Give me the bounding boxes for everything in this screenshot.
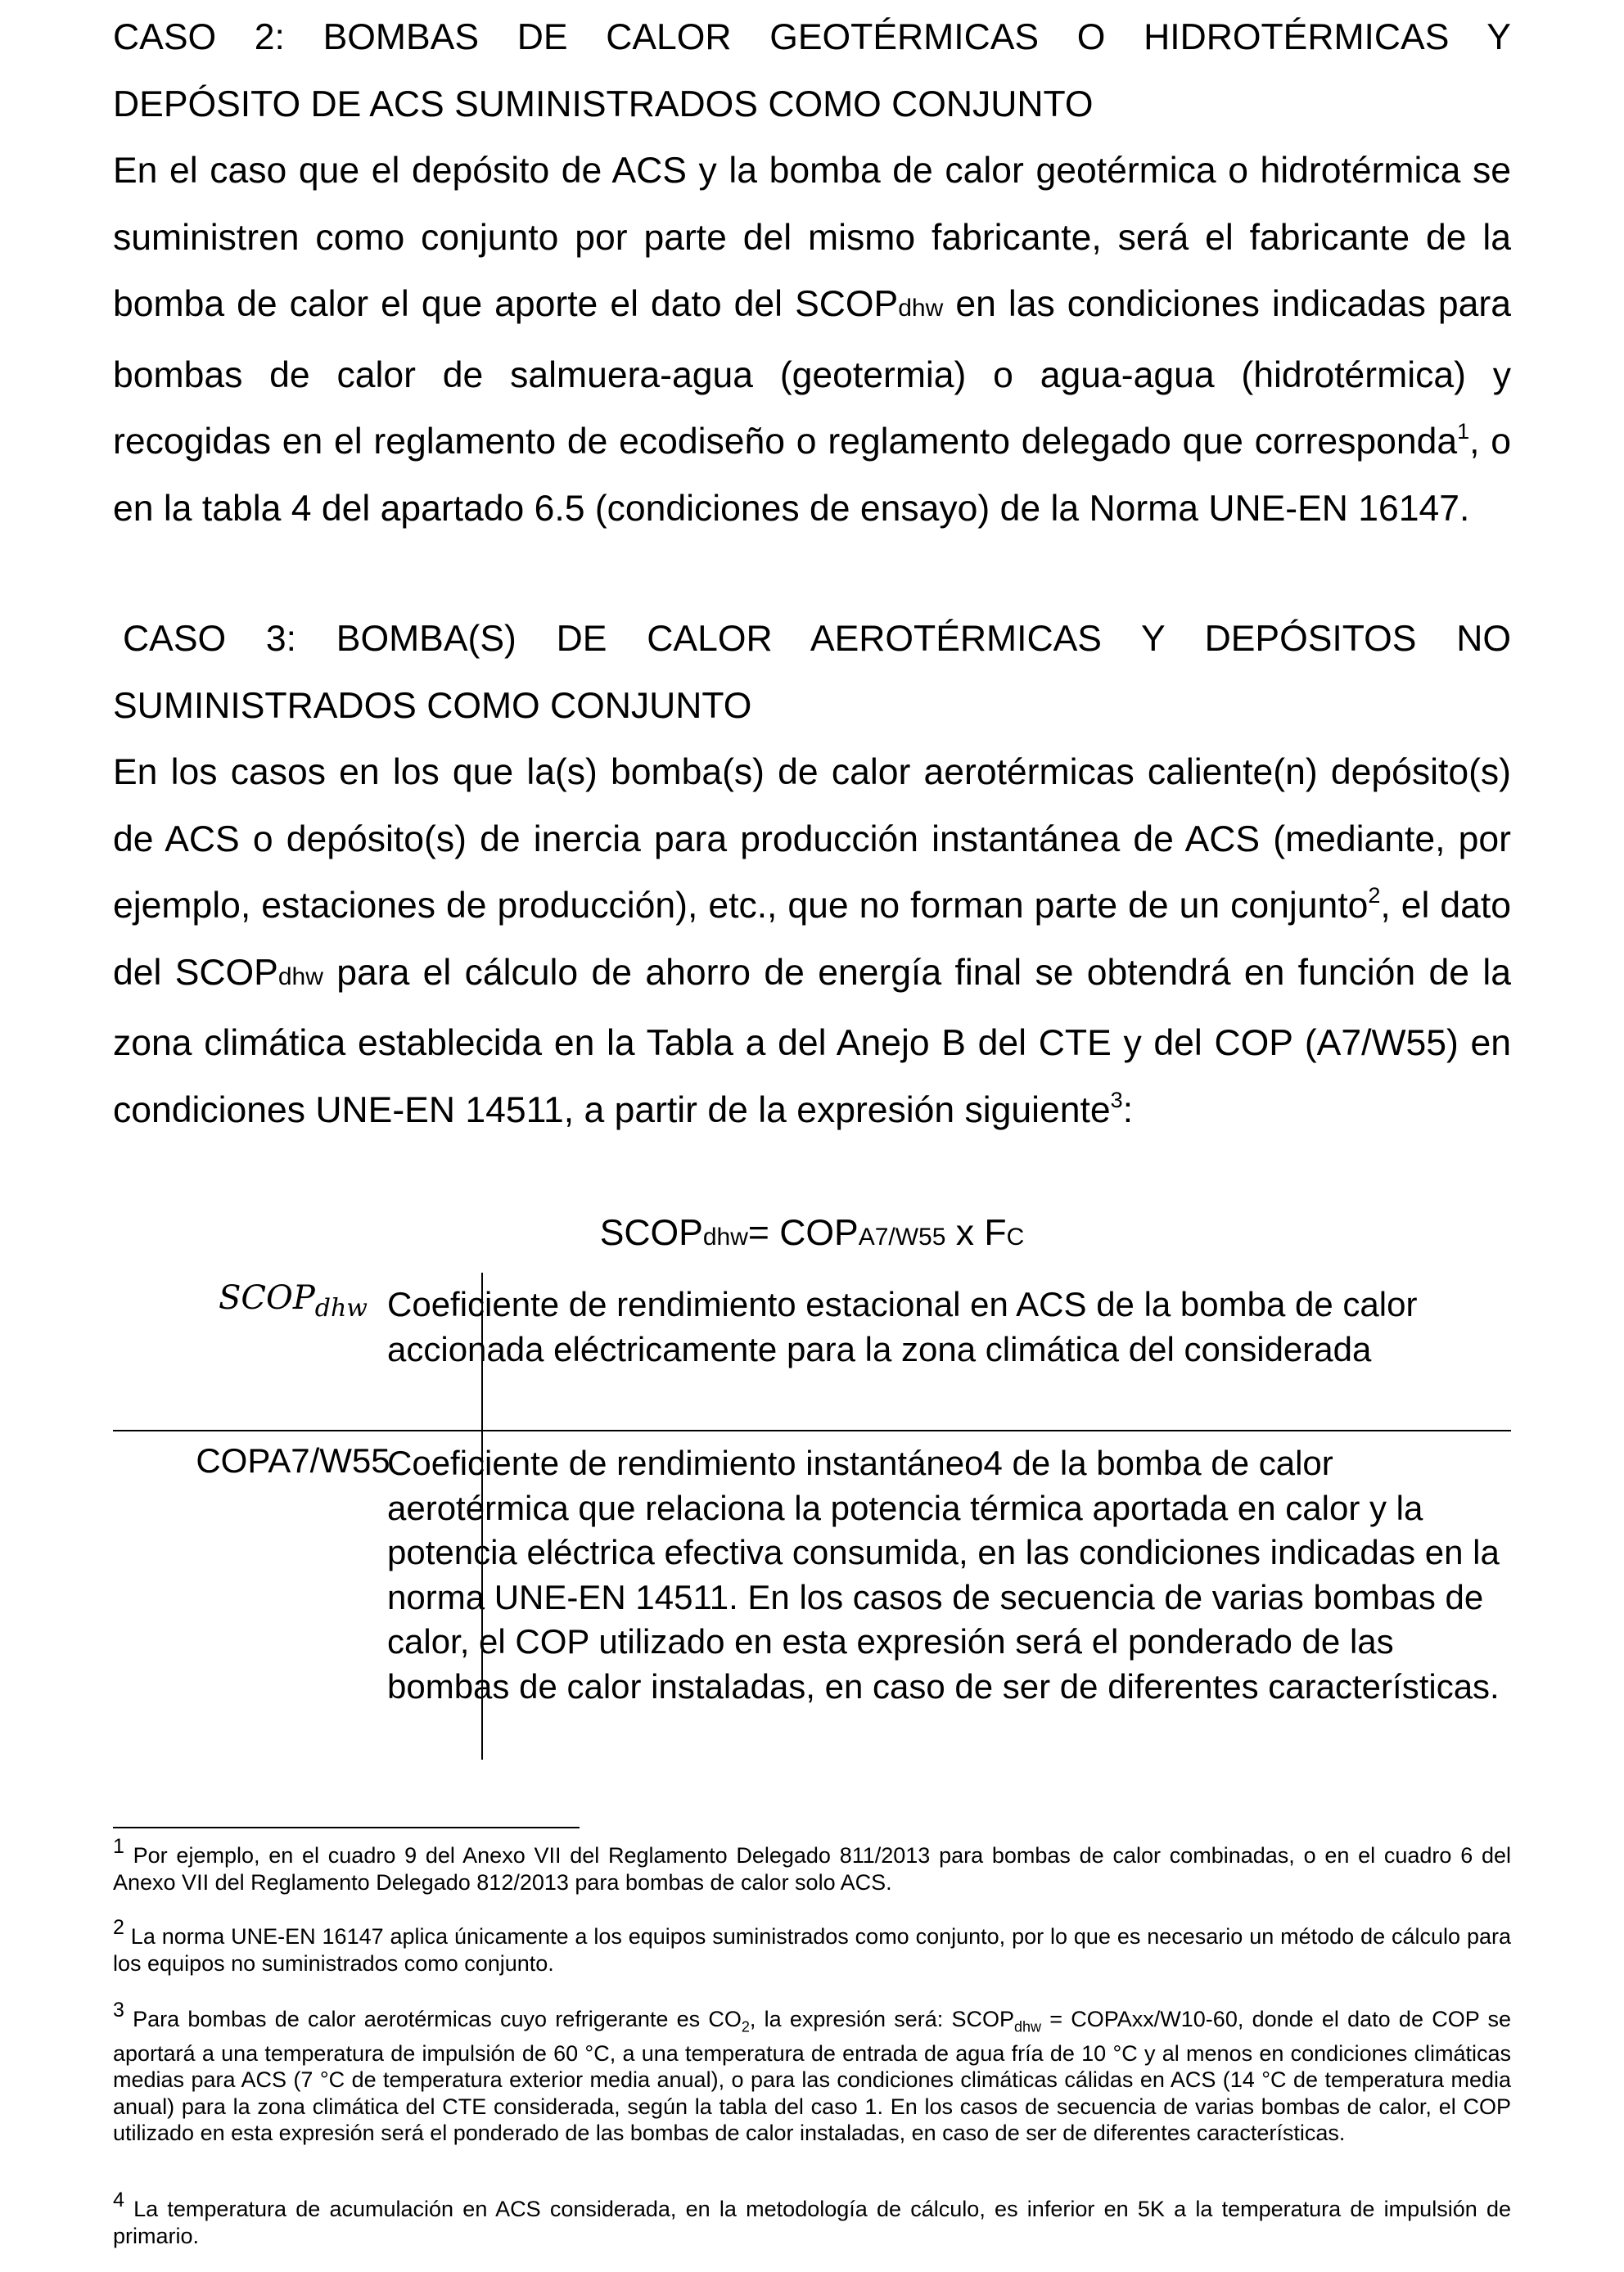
caso2-heading-line1: CASO 2: BOMBAS DE CALOR GEOTÉRMICAS O HIDROTÉRMICAS Y [113, 17, 1511, 57]
footnote-1: 1 Por ejemplo, en el cuadro 9 del Anexo VII del Reglamento Delegado 811/2013 para bombas de calor combinadas, o en el cuadro 6 del Anexo VII del Reglamento Delegado 812/2013 para bombas de calor solo ACS. [113, 1835, 1511, 1895]
table-horizontal-divider [113, 1430, 1511, 1431]
table-row1-description: Coeficiente de rendimiento estacional en ACS de la bomba de calor accionada eléctricamente para la zona climática del considerada [387, 1285, 1418, 1368]
caso2-heading-line2: DEPÓSITO DE ACS SUMINISTRADOS COMO CONJUNTO [113, 84, 1094, 124]
caso2-paragraph: En el caso que el depósito de ACS y la bomba de calor geotérmica o hidrotérmica se suministren como conjunto por parte del mismo fabricante, será el fabricante de la bomba de calor el que aporte el dato del SCOPdhw en las condiciones indicadas para bombas de calor de salmuera-agua (geotermia) o agua-agua (hidrotérmica) y recogidas en el reglamento de ecodiseño o reglamento delegado que corresponda$^1$, o en la tabla 4 del apartado 6.5 (condiciones de ensayo) de la Norma UNE-EN 16147. [113, 151, 1511, 529]
table-row1-symbol: $SCOP_{dhw}$ [219, 1279, 368, 1323]
footnote-ref-1[interactable]: 1 [1457, 419, 1470, 444]
footnote-3: 3 Para bombas de calor aerotérmicas cuyo refrigerante es $CO_2$, la expresión será: $SCOP_{dhw}$ = COPAxx/W10-60, donde el dato de COP se aportará a una temperatura de impulsión de 60 °C, a una temperatura de entrada de agua fría de 10 °C y al menos en condiciones climáticas medias para ACS (7 °C de temperatura exterior media anual), o para las condiciones climáticas cálidas en ACS (14 °C de temperatura media anual) para la zona climática del CTE considerada, según la tabla del caso 1. En los casos de secuencia de varias bombas de calor, el COP utilizado en esta expresión será el ponderado de las bombas de calor instaladas, en caso de ser de diferentes características. [113, 1999, 1511, 2146]
caso3-heading-line1: CASO 3: BOMBA(S) DE CALOR AEROTÉRMICAS Y DEPÓSITOS NO [123, 619, 1511, 659]
table-row2-description: Coeficiente de rendimiento instantáneo4 de la bomba de calor aerotérmica que relaciona la potencia térmica aportada en calor y la potencia eléctrica efectiva consumida, en las condiciones indicadas en la norma UNE-EN 14511. En los casos de secuencia de varias bombas de calor, el COP utilizado en esta expresión será el ponderado de las bombas de calor instaladas, en caso de ser de diferentes características. [387, 1444, 1500, 1706]
footnote-2: 2 La norma UNE-EN 16147 aplica únicamente a los equipos suministrados como conjunto, por lo que es necesario un método de cálculo para los equipos no suministrados como conjunto. [113, 1916, 1511, 1976]
footnote-4: 4 La temperatura de acumulación en ACS considerada, en la metodología de cálculo, es inferior en 5K a la temperatura de impulsión de primario. [113, 2189, 1511, 2248]
footnote-ref-3[interactable]: 3 [1110, 1087, 1123, 1112]
footnote-separator [113, 1827, 580, 1828]
table-row2-symbol: COPA7/W55 [196, 1441, 390, 1480]
caso3-heading-line2: SUMINISTRADOS COMO CONJUNTO [113, 686, 752, 726]
scop-formula: SCOPdhw= COPA7/W55 x FC [599, 1213, 1025, 1253]
caso3-paragraph: En los casos en los que la(s) bomba(s) de calor aerotérmicas caliente(n) depósito(s) de ACS o depósito(s) de inercia para producción instantánea de ACS (mediante, por ejemplo, estaciones de producción), etc., que no forman parte de un conjunto$^2$, el dato del SCOPdhw para el cálculo de ahorro de energía final se obtendrá en función de la zona climática establecida en la Tabla a del Anejo B del CTE y del COP (A7/W55) en condiciones UNE-EN 14511, a partir de la expresión siguiente$^3$: [113, 752, 1511, 1130]
footnote-ref-2[interactable]: 2 [1368, 883, 1381, 908]
